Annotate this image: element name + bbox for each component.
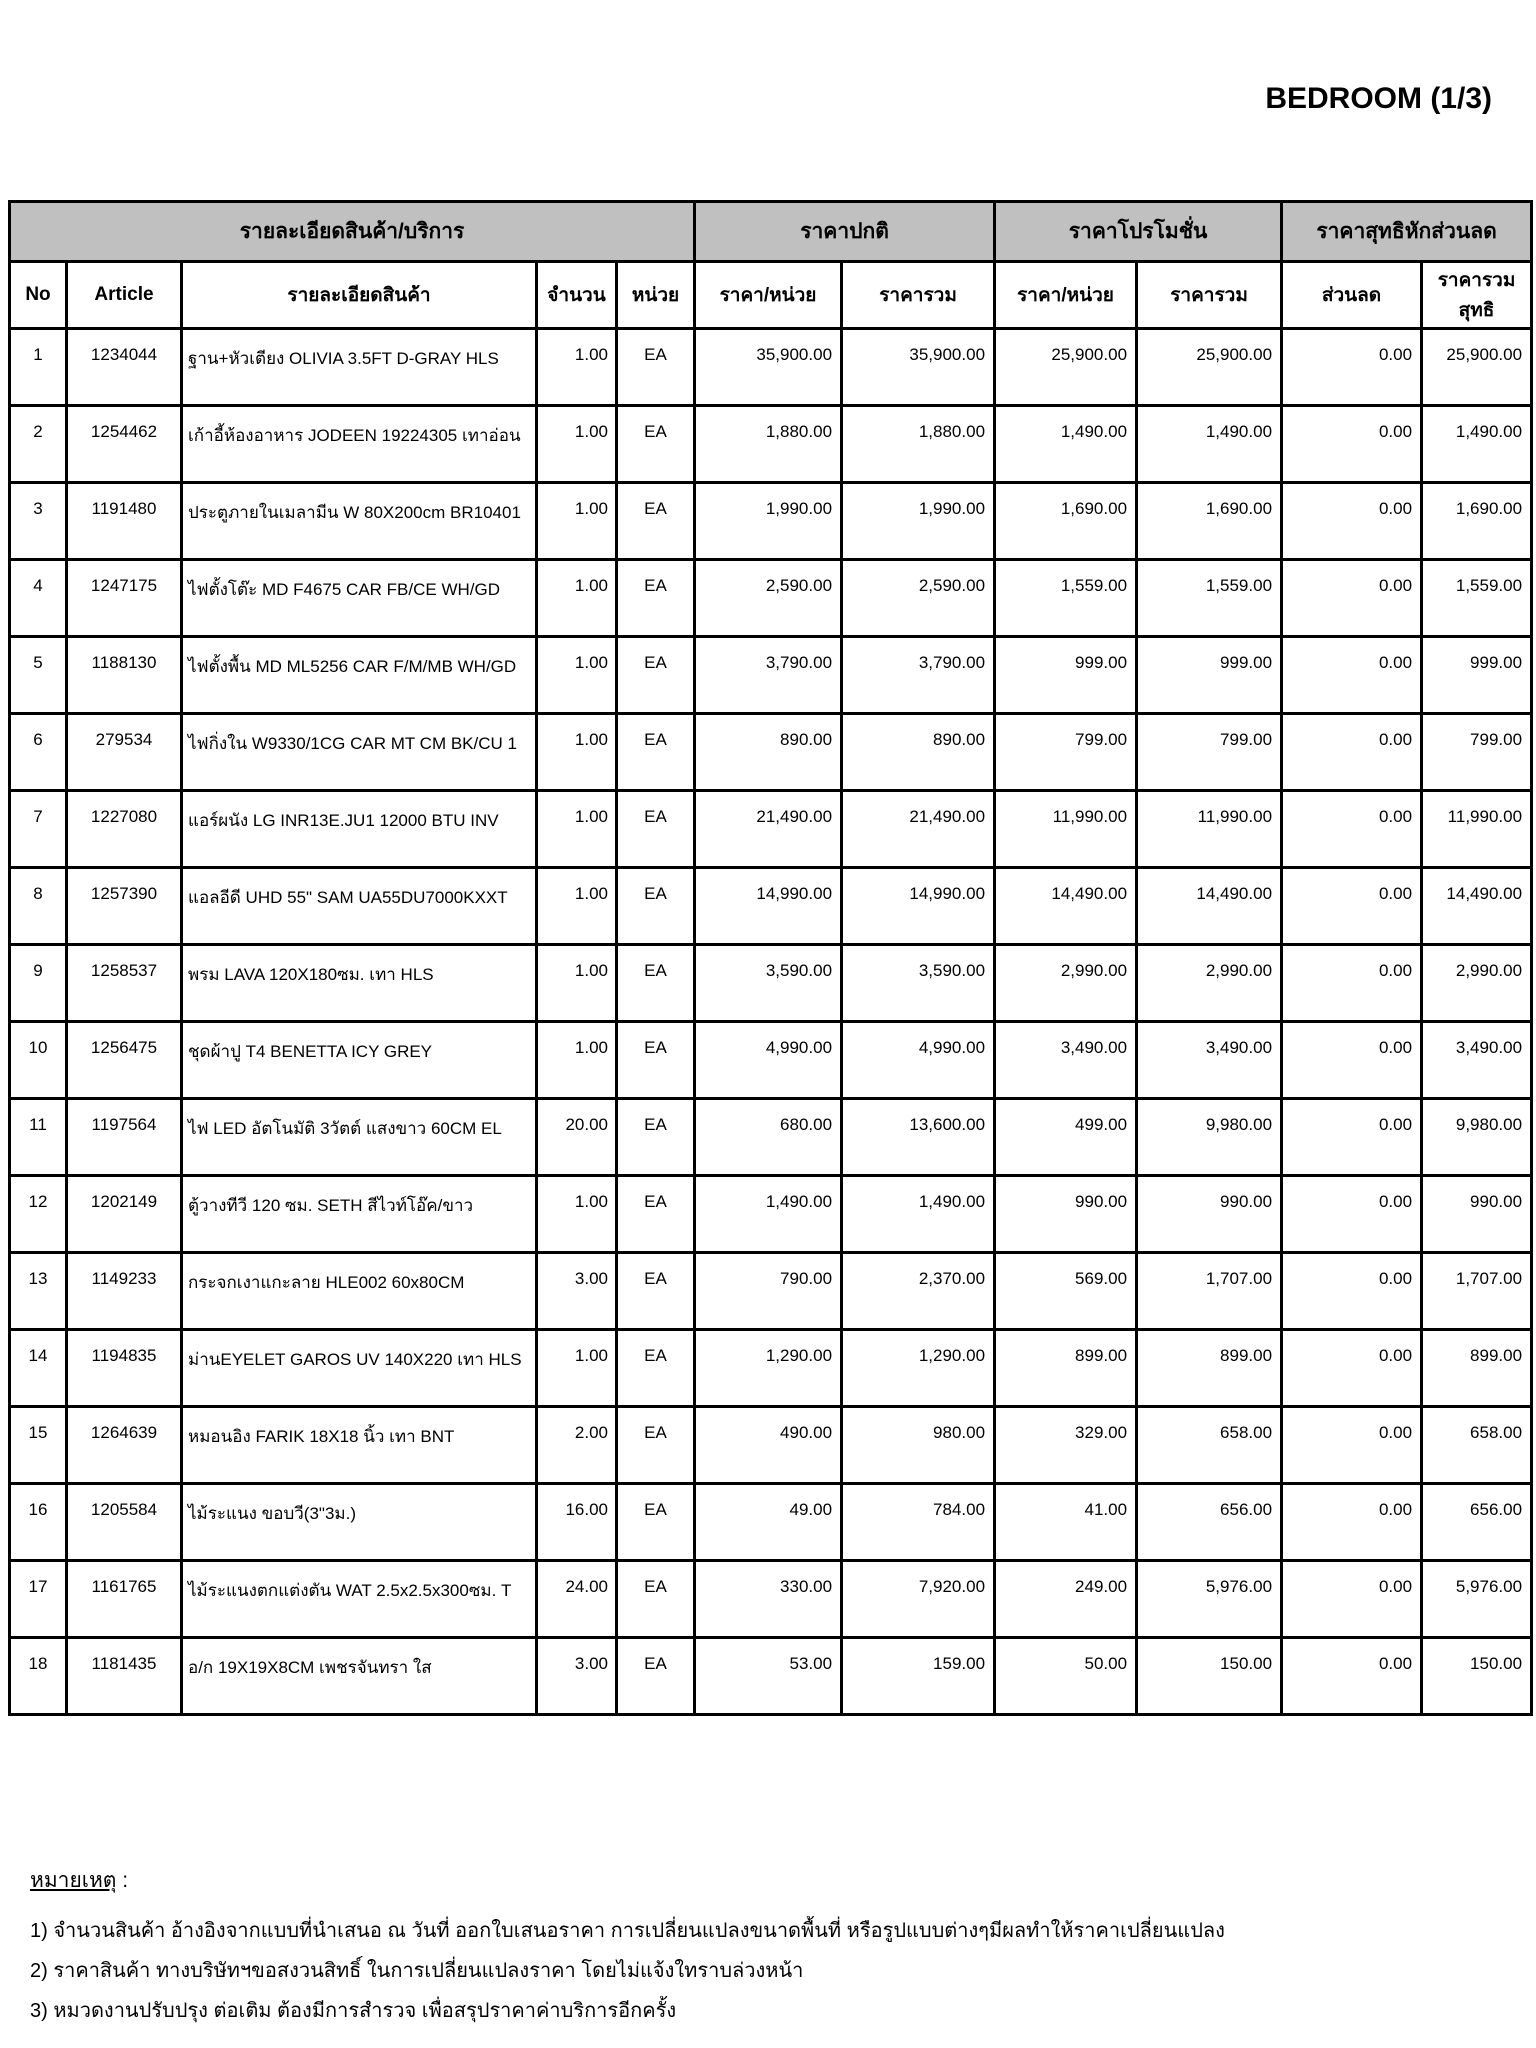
col-header-normal-total: ราคารวม bbox=[842, 262, 995, 329]
quantity: 1.00 bbox=[537, 406, 617, 483]
table-row bbox=[10, 791, 1532, 868]
article-number: 1202149 bbox=[67, 1176, 182, 1253]
group-header-promo-price: ราคาโปรโมชั่น bbox=[995, 202, 1282, 262]
net-total-price: 1,559.00 bbox=[1422, 560, 1532, 637]
unit: EA bbox=[617, 1176, 695, 1253]
notes-heading-colon: : bbox=[116, 1869, 129, 1892]
discount: 0.00 bbox=[1282, 945, 1422, 1022]
normal-unit-price: 490.00 bbox=[695, 1407, 842, 1484]
discount: 0.00 bbox=[1282, 637, 1422, 714]
col-header-unit: หน่วย bbox=[617, 262, 695, 329]
article-number: 1194835 bbox=[67, 1330, 182, 1407]
quantity: 1.00 bbox=[537, 868, 617, 945]
article-number: 279534 bbox=[67, 714, 182, 791]
table-row bbox=[10, 1484, 1532, 1561]
promo-unit-price: 990.00 bbox=[995, 1176, 1137, 1253]
quotation-table bbox=[8, 200, 1533, 1716]
row-no: 15 bbox=[10, 1407, 67, 1484]
article-number: 1191480 bbox=[67, 483, 182, 560]
discount: 0.00 bbox=[1282, 1099, 1422, 1176]
row-no: 11 bbox=[10, 1099, 67, 1176]
normal-total-price: 21,490.00 bbox=[842, 791, 995, 868]
quantity: 1.00 bbox=[537, 560, 617, 637]
row-no: 8 bbox=[10, 868, 67, 945]
table-row bbox=[10, 483, 1532, 560]
net-total-price: 990.00 bbox=[1422, 1176, 1532, 1253]
normal-unit-price: 330.00 bbox=[695, 1561, 842, 1638]
table-row bbox=[10, 1099, 1532, 1176]
normal-total-price: 1,490.00 bbox=[842, 1176, 995, 1253]
promo-unit-price: 2,990.00 bbox=[995, 945, 1137, 1022]
article-number: 1257390 bbox=[67, 868, 182, 945]
quantity: 1.00 bbox=[537, 1022, 617, 1099]
note-item-1: 1) จำนวนสินค้า อ้างอิงจากแบบที่นำเสนอ ณ วันที่ ออกใบเสนอราคา การเปลี่ยนแปลงขนาดพื้นที่ หรือรูปแบบต่างๆมีผลทำให้ราคาเปลี่ยนแปลง bbox=[30, 1920, 1225, 1942]
table-row bbox=[10, 637, 1532, 714]
net-total-price: 999.00 bbox=[1422, 637, 1532, 714]
unit: EA bbox=[617, 868, 695, 945]
col-header-description: รายละเอียดสินค้า bbox=[182, 262, 537, 329]
discount: 0.00 bbox=[1282, 714, 1422, 791]
column-header-row bbox=[10, 262, 1532, 329]
unit: EA bbox=[617, 329, 695, 406]
promo-unit-price: 1,690.00 bbox=[995, 483, 1137, 560]
row-no: 5 bbox=[10, 637, 67, 714]
col-header-promo-unit-price: ราคา/หน่วย bbox=[995, 262, 1137, 329]
normal-unit-price: 14,990.00 bbox=[695, 868, 842, 945]
promo-total-price: 9,980.00 bbox=[1137, 1099, 1282, 1176]
promo-unit-price: 799.00 bbox=[995, 714, 1137, 791]
col-header-promo-total: ราคารวม bbox=[1137, 262, 1282, 329]
article-number: 1254462 bbox=[67, 406, 182, 483]
discount: 0.00 bbox=[1282, 329, 1422, 406]
normal-total-price: 14,990.00 bbox=[842, 868, 995, 945]
net-total-price: 9,980.00 bbox=[1422, 1099, 1532, 1176]
normal-unit-price: 35,900.00 bbox=[695, 329, 842, 406]
product-description: กระจกเงาแกะลาย HLE002 60x80CM bbox=[182, 1253, 537, 1330]
col-header-normal-unit-price: ราคา/หน่วย bbox=[695, 262, 842, 329]
normal-total-price: 3,590.00 bbox=[842, 945, 995, 1022]
product-description: ไฟ LED อัตโนมัติ 3วัตต์ แสงขาว 60CM EL bbox=[182, 1099, 537, 1176]
product-description: ม่านEYELET GAROS UV 140X220 เทา HLS bbox=[182, 1330, 537, 1407]
unit: EA bbox=[617, 406, 695, 483]
promo-total-price: 990.00 bbox=[1137, 1176, 1282, 1253]
promo-total-price: 658.00 bbox=[1137, 1407, 1282, 1484]
discount: 0.00 bbox=[1282, 1330, 1422, 1407]
normal-total-price: 35,900.00 bbox=[842, 329, 995, 406]
quantity: 1.00 bbox=[537, 791, 617, 868]
discount: 0.00 bbox=[1282, 1638, 1422, 1715]
net-total-price: 3,490.00 bbox=[1422, 1022, 1532, 1099]
normal-unit-price: 53.00 bbox=[695, 1638, 842, 1715]
product-description: ประตูภายในเมลามีน W 80X200cm BR10401 bbox=[182, 483, 537, 560]
product-description: แอลอีดี UHD 55" SAM UA55DU7000KXXT bbox=[182, 868, 537, 945]
product-description: ชุดผ้าปู T4 BENETTA ICY GREY bbox=[182, 1022, 537, 1099]
promo-total-price: 11,990.00 bbox=[1137, 791, 1282, 868]
promo-unit-price: 3,490.00 bbox=[995, 1022, 1137, 1099]
promo-total-price: 2,990.00 bbox=[1137, 945, 1282, 1022]
table-row bbox=[10, 1638, 1532, 1715]
table-row bbox=[10, 1022, 1532, 1099]
product-description: อ/ก 19X19X8CM เพชรจันทรา ใส bbox=[182, 1638, 537, 1715]
discount: 0.00 bbox=[1282, 560, 1422, 637]
quantity: 24.00 bbox=[537, 1561, 617, 1638]
discount: 0.00 bbox=[1282, 483, 1422, 560]
normal-total-price: 1,880.00 bbox=[842, 406, 995, 483]
normal-unit-price: 790.00 bbox=[695, 1253, 842, 1330]
normal-unit-price: 3,790.00 bbox=[695, 637, 842, 714]
article-number: 1234044 bbox=[67, 329, 182, 406]
discount: 0.00 bbox=[1282, 1022, 1422, 1099]
product-description: ตู้วางทีวี 120 ซม. SETH สีไวท์โอ๊ค/ขาว bbox=[182, 1176, 537, 1253]
net-total-price: 25,900.00 bbox=[1422, 329, 1532, 406]
col-header-quantity: จำนวน bbox=[537, 262, 617, 329]
net-total-price: 1,690.00 bbox=[1422, 483, 1532, 560]
row-no: 9 bbox=[10, 945, 67, 1022]
group-header-normal-price: ราคาปกติ bbox=[695, 202, 995, 262]
normal-total-price: 2,370.00 bbox=[842, 1253, 995, 1330]
group-header-row bbox=[10, 202, 1532, 262]
notes-section bbox=[30, 1864, 1536, 2031]
table-row bbox=[10, 714, 1532, 791]
discount: 0.00 bbox=[1282, 868, 1422, 945]
net-total-price: 1,490.00 bbox=[1422, 406, 1532, 483]
product-description: เก้าอี้ห้องอาหาร JODEEN 19224305 เทาอ่อน bbox=[182, 406, 537, 483]
promo-unit-price: 899.00 bbox=[995, 1330, 1137, 1407]
quantity: 3.00 bbox=[537, 1638, 617, 1715]
table-row bbox=[10, 945, 1532, 1022]
row-no: 13 bbox=[10, 1253, 67, 1330]
promo-unit-price: 1,559.00 bbox=[995, 560, 1137, 637]
row-no: 2 bbox=[10, 406, 67, 483]
promo-unit-price: 329.00 bbox=[995, 1407, 1137, 1484]
promo-unit-price: 41.00 bbox=[995, 1484, 1137, 1561]
table-row bbox=[10, 868, 1532, 945]
discount: 0.00 bbox=[1282, 1176, 1422, 1253]
unit: EA bbox=[617, 1407, 695, 1484]
quantity: 1.00 bbox=[537, 1330, 617, 1407]
table-row bbox=[10, 1407, 1532, 1484]
article-number: 1205584 bbox=[67, 1484, 182, 1561]
product-description: ฐาน+หัวเตียง OLIVIA 3.5FT D-GRAY HLS bbox=[182, 329, 537, 406]
row-no: 3 bbox=[10, 483, 67, 560]
article-number: 1247175 bbox=[67, 560, 182, 637]
normal-total-price: 1,290.00 bbox=[842, 1330, 995, 1407]
promo-unit-price: 11,990.00 bbox=[995, 791, 1137, 868]
table-row bbox=[10, 1561, 1532, 1638]
discount: 0.00 bbox=[1282, 1253, 1422, 1330]
promo-total-price: 25,900.00 bbox=[1137, 329, 1282, 406]
quantity: 1.00 bbox=[537, 483, 617, 560]
article-number: 1161765 bbox=[67, 1561, 182, 1638]
discount: 0.00 bbox=[1282, 406, 1422, 483]
unit: EA bbox=[617, 1022, 695, 1099]
normal-total-price: 1,990.00 bbox=[842, 483, 995, 560]
row-no: 12 bbox=[10, 1176, 67, 1253]
note-item-3: 3) หมวดงานปรับปรุง ต่อเติม ต้องมีการสำรวจ เพื่อสรุปราคาค่าบริการอีกครั้ง bbox=[30, 2000, 677, 2022]
promo-total-price: 899.00 bbox=[1137, 1330, 1282, 1407]
article-number: 1227080 bbox=[67, 791, 182, 868]
promo-total-price: 5,976.00 bbox=[1137, 1561, 1282, 1638]
net-total-price: 2,990.00 bbox=[1422, 945, 1532, 1022]
promo-unit-price: 499.00 bbox=[995, 1099, 1137, 1176]
promo-total-price: 150.00 bbox=[1137, 1638, 1282, 1715]
unit: EA bbox=[617, 560, 695, 637]
table-row bbox=[10, 560, 1532, 637]
net-total-price: 1,707.00 bbox=[1422, 1253, 1532, 1330]
table-row bbox=[10, 1176, 1532, 1253]
promo-total-price: 1,490.00 bbox=[1137, 406, 1282, 483]
table-row bbox=[10, 329, 1532, 406]
promo-unit-price: 50.00 bbox=[995, 1638, 1137, 1715]
col-header-article: Article bbox=[67, 262, 182, 329]
net-total-price: 658.00 bbox=[1422, 1407, 1532, 1484]
normal-unit-price: 890.00 bbox=[695, 714, 842, 791]
unit: EA bbox=[617, 791, 695, 868]
net-total-price: 899.00 bbox=[1422, 1330, 1532, 1407]
promo-total-price: 799.00 bbox=[1137, 714, 1282, 791]
discount: 0.00 bbox=[1282, 791, 1422, 868]
row-no: 18 bbox=[10, 1638, 67, 1715]
net-total-price: 11,990.00 bbox=[1422, 791, 1532, 868]
group-header-net-price: ราคาสุทธิหักส่วนลด bbox=[1282, 202, 1532, 262]
normal-total-price: 13,600.00 bbox=[842, 1099, 995, 1176]
product-description: พรม LAVA 120X180ซม. เทา HLS bbox=[182, 945, 537, 1022]
discount: 0.00 bbox=[1282, 1561, 1422, 1638]
quantity: 2.00 bbox=[537, 1407, 617, 1484]
unit: EA bbox=[617, 1561, 695, 1638]
note-item-2: 2) ราคาสินค้า ทางบริษัทฯขอสงวนสิทธิ์ ในการเปลี่ยนแปลงราคา โดยไม่แจ้งใทราบล่วงหน้า bbox=[30, 1960, 804, 1982]
product-description: ไม้ระแนง ขอบวี(3"3ม.) bbox=[182, 1484, 537, 1561]
article-number: 1197564 bbox=[67, 1099, 182, 1176]
normal-unit-price: 1,880.00 bbox=[695, 406, 842, 483]
product-description: แอร์ผนัง LG INR13E.JU1 12000 BTU INV bbox=[182, 791, 537, 868]
normal-unit-price: 1,290.00 bbox=[695, 1330, 842, 1407]
unit: EA bbox=[617, 1638, 695, 1715]
product-description: ไฟตั้งโต๊ะ MD F4675 CAR FB/CE WH/GD bbox=[182, 560, 537, 637]
promo-total-price: 1,559.00 bbox=[1137, 560, 1282, 637]
promo-total-price: 1,690.00 bbox=[1137, 483, 1282, 560]
table-row bbox=[10, 406, 1532, 483]
notes-heading bbox=[30, 1864, 1536, 1897]
product-description: ไม้ระแนงตกแต่งตัน WAT 2.5x2.5x300ซม. T bbox=[182, 1561, 537, 1638]
notes-heading-text: หมายเหตุ bbox=[30, 1869, 117, 1892]
row-no: 7 bbox=[10, 791, 67, 868]
table-header bbox=[10, 202, 1532, 329]
group-header-product-details: รายละเอียดสินค้า/บริการ bbox=[10, 202, 695, 262]
normal-total-price: 159.00 bbox=[842, 1638, 995, 1715]
article-number: 1264639 bbox=[67, 1407, 182, 1484]
normal-total-price: 2,590.00 bbox=[842, 560, 995, 637]
unit: EA bbox=[617, 1330, 695, 1407]
row-no: 10 bbox=[10, 1022, 67, 1099]
promo-total-price: 656.00 bbox=[1137, 1484, 1282, 1561]
row-no: 14 bbox=[10, 1330, 67, 1407]
row-no: 6 bbox=[10, 714, 67, 791]
unit: EA bbox=[617, 1484, 695, 1561]
net-total-price: 150.00 bbox=[1422, 1638, 1532, 1715]
quantity: 3.00 bbox=[537, 1253, 617, 1330]
quantity: 20.00 bbox=[537, 1099, 617, 1176]
article-number: 1258537 bbox=[67, 945, 182, 1022]
product-description: ไฟตั้งพื้น MD ML5256 CAR F/M/MB WH/GD bbox=[182, 637, 537, 714]
unit: EA bbox=[617, 714, 695, 791]
promo-unit-price: 249.00 bbox=[995, 1561, 1137, 1638]
net-total-price: 14,490.00 bbox=[1422, 868, 1532, 945]
promo-unit-price: 14,490.00 bbox=[995, 868, 1137, 945]
promo-total-price: 3,490.00 bbox=[1137, 1022, 1282, 1099]
article-number: 1256475 bbox=[67, 1022, 182, 1099]
promo-unit-price: 25,900.00 bbox=[995, 329, 1137, 406]
row-no: 4 bbox=[10, 560, 67, 637]
normal-total-price: 784.00 bbox=[842, 1484, 995, 1561]
normal-total-price: 980.00 bbox=[842, 1407, 995, 1484]
normal-unit-price: 4,990.00 bbox=[695, 1022, 842, 1099]
row-no: 17 bbox=[10, 1561, 67, 1638]
normal-unit-price: 1,490.00 bbox=[695, 1176, 842, 1253]
promo-total-price: 1,707.00 bbox=[1137, 1253, 1282, 1330]
quantity: 16.00 bbox=[537, 1484, 617, 1561]
quantity: 1.00 bbox=[537, 714, 617, 791]
col-header-net-total: ราคารวมสุทธิ bbox=[1422, 262, 1532, 329]
normal-unit-price: 2,590.00 bbox=[695, 560, 842, 637]
normal-total-price: 3,790.00 bbox=[842, 637, 995, 714]
discount: 0.00 bbox=[1282, 1484, 1422, 1561]
promo-unit-price: 1,490.00 bbox=[995, 406, 1137, 483]
net-total-price: 5,976.00 bbox=[1422, 1561, 1532, 1638]
table-body bbox=[10, 329, 1532, 1715]
table-row bbox=[10, 1330, 1532, 1407]
normal-total-price: 890.00 bbox=[842, 714, 995, 791]
article-number: 1149233 bbox=[67, 1253, 182, 1330]
unit: EA bbox=[617, 1253, 695, 1330]
row-no: 16 bbox=[10, 1484, 67, 1561]
page-title: BEDROOM (1/3) bbox=[1265, 82, 1492, 115]
col-header-no: No bbox=[10, 262, 67, 329]
quantity: 1.00 bbox=[537, 1176, 617, 1253]
col-header-discount: ส่วนลด bbox=[1282, 262, 1422, 329]
unit: EA bbox=[617, 637, 695, 714]
normal-unit-price: 680.00 bbox=[695, 1099, 842, 1176]
net-total-price: 656.00 bbox=[1422, 1484, 1532, 1561]
promo-total-price: 999.00 bbox=[1137, 637, 1282, 714]
unit: EA bbox=[617, 945, 695, 1022]
row-no: 1 bbox=[10, 329, 67, 406]
product-description: ไฟกิ่งใน W9330/1CG CAR MT CM BK/CU 1 bbox=[182, 714, 537, 791]
promo-unit-price: 569.00 bbox=[995, 1253, 1137, 1330]
net-total-price: 799.00 bbox=[1422, 714, 1532, 791]
promo-total-price: 14,490.00 bbox=[1137, 868, 1282, 945]
unit: EA bbox=[617, 1099, 695, 1176]
quantity: 1.00 bbox=[537, 637, 617, 714]
table-row bbox=[10, 1253, 1532, 1330]
quantity: 1.00 bbox=[537, 329, 617, 406]
article-number: 1188130 bbox=[67, 637, 182, 714]
normal-total-price: 4,990.00 bbox=[842, 1022, 995, 1099]
product-description: หมอนอิง FARIK 18X18 นิ้ว เทา BNT bbox=[182, 1407, 537, 1484]
article-number: 1181435 bbox=[67, 1638, 182, 1715]
discount: 0.00 bbox=[1282, 1407, 1422, 1484]
normal-unit-price: 21,490.00 bbox=[695, 791, 842, 868]
quantity: 1.00 bbox=[537, 945, 617, 1022]
promo-unit-price: 999.00 bbox=[995, 637, 1137, 714]
normal-unit-price: 1,990.00 bbox=[695, 483, 842, 560]
unit: EA bbox=[617, 483, 695, 560]
normal-unit-price: 49.00 bbox=[695, 1484, 842, 1561]
normal-total-price: 7,920.00 bbox=[842, 1561, 995, 1638]
normal-unit-price: 3,590.00 bbox=[695, 945, 842, 1022]
